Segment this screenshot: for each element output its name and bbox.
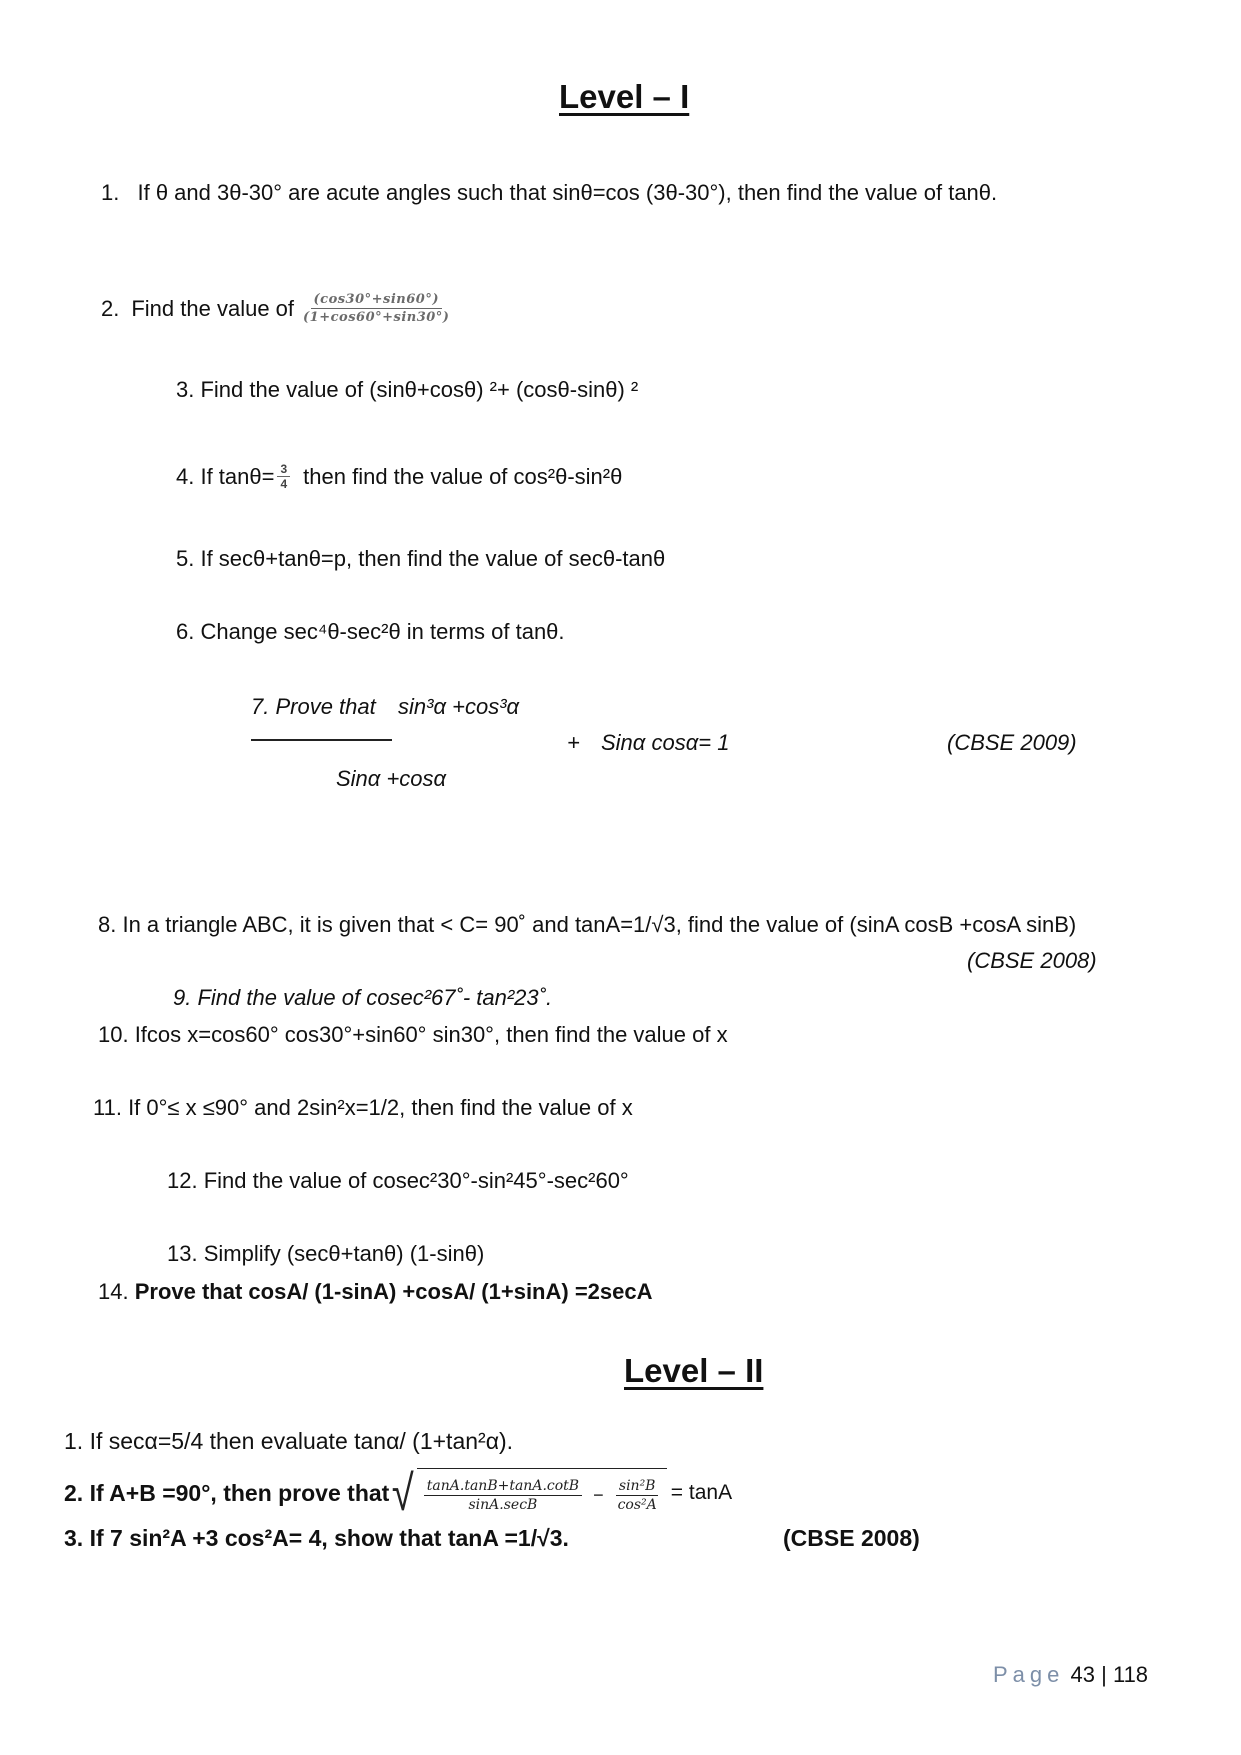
fraction-denominator: sinA.secB (468, 1497, 538, 1513)
question-number: 1. (101, 180, 120, 205)
page-label: Page (993, 1662, 1065, 1687)
question-number: 14. (98, 1279, 129, 1304)
minus-sign: − (593, 1485, 604, 1505)
fraction-numerator: (cos30°+sin60°) (311, 292, 443, 309)
page-separator: | (1101, 1662, 1107, 1687)
question-3: 3. Find the value of (sinθ+cosθ) ²+ (cosθ-sinθ) ² (176, 377, 639, 402)
level-2-heading: Level – II (624, 1352, 764, 1389)
page-number: 43 (1070, 1662, 1095, 1687)
question-7-prefix: 7. Prove that (251, 694, 376, 719)
question-11: 11. If 0°≤ x ≤90° and 2sin²x=1/2, then find the value of x (93, 1095, 633, 1120)
question-13: 13. Simplify (secθ+tanθ) (1-sinθ) (167, 1241, 485, 1266)
question-10: 10. Ifcos x=cos60° cos30°+sin60° sin30°, then find the value of x (98, 1022, 728, 1047)
question-text-pre: 2. If A+B =90°, then prove that (64, 1479, 390, 1506)
fraction-1 (424, 1478, 582, 1513)
source-tag: (CBSE 2008) (783, 1525, 920, 1551)
question-7-numerator: sin³α +cos³α (398, 694, 520, 719)
square-root (389, 1465, 666, 1521)
source-tag: (CBSE 2009) (947, 730, 1077, 755)
source-tag: (CBSE 2008) (967, 948, 1097, 973)
question-5: 5. If secθ+tanθ=p, then find the value of secθ-tanθ (176, 546, 666, 571)
fraction-2 (615, 1478, 660, 1513)
question-text-post: = tanA (670, 1481, 733, 1504)
fraction-numerator: 3 (277, 463, 290, 477)
fraction-denominator: (1+cos60°+sin30°) (303, 310, 450, 325)
fraction-denominator: 4 (280, 477, 288, 491)
radicand (417, 1468, 667, 1518)
question-7-rhs: Sinα cosα= 1 (601, 730, 730, 755)
fraction-numerator: sin²B (616, 1478, 659, 1496)
question-14 (98, 1279, 653, 1305)
question-1 (101, 180, 997, 206)
level-1-heading: Level – I (559, 78, 690, 115)
question-7-denominator: Sinα +cosα (336, 766, 447, 791)
question-text: Prove that cosA/ (1-sinA) +cosA/ (1+sinA) =2secA (134, 1279, 653, 1304)
question-text-post: then find the value of cos²θ-sin²θ (303, 463, 623, 489)
page-total: 118 (1112, 1662, 1149, 1687)
fraction-bar (251, 739, 392, 741)
page-footer (993, 1662, 1148, 1688)
level-2-question-2 (64, 1465, 733, 1521)
fraction-numerator: tanA.tanB+tanA.cotB (424, 1478, 582, 1496)
question-number: 2. (101, 295, 120, 321)
question-9: 9. Find the value of cosec²67˚- tan²23˚. (173, 985, 553, 1010)
question-8: 8. In a triangle ABC, it is given that < C= 90˚ and tanA=1/√3, find the value of (sinA cosB +cosA sinB) (98, 912, 1077, 937)
question-6: 6. Change sec⁴θ-sec²θ in terms of tanθ. (176, 619, 565, 644)
three-quarters-fraction (277, 463, 290, 490)
cos-sin-fraction (300, 292, 452, 325)
question-2 (101, 292, 455, 325)
level-2-question-3: 3. If 7 sin²A +3 cos²A= 4, show that tanA =1/√3. (64, 1525, 569, 1551)
question-text-pre: 4. If tanθ= (176, 463, 275, 489)
question-text: If θ and 3θ-30° are acute angles such that sinθ=cos (3θ-30°), then find the value of tanθ. (137, 180, 998, 205)
question-4 (176, 463, 622, 490)
radical-sign: √ (392, 1465, 415, 1521)
level-2-question-1: 1. If secα=5/4 then evaluate tanα/ (1+tan²α). (64, 1428, 514, 1454)
question-text: Find the value of (131, 295, 295, 321)
fraction-denominator: cos²A (617, 1497, 657, 1513)
plus-sign: + (567, 730, 580, 755)
question-12: 12. Find the value of cosec²30°-sin²45°-sec²60° (167, 1168, 629, 1193)
